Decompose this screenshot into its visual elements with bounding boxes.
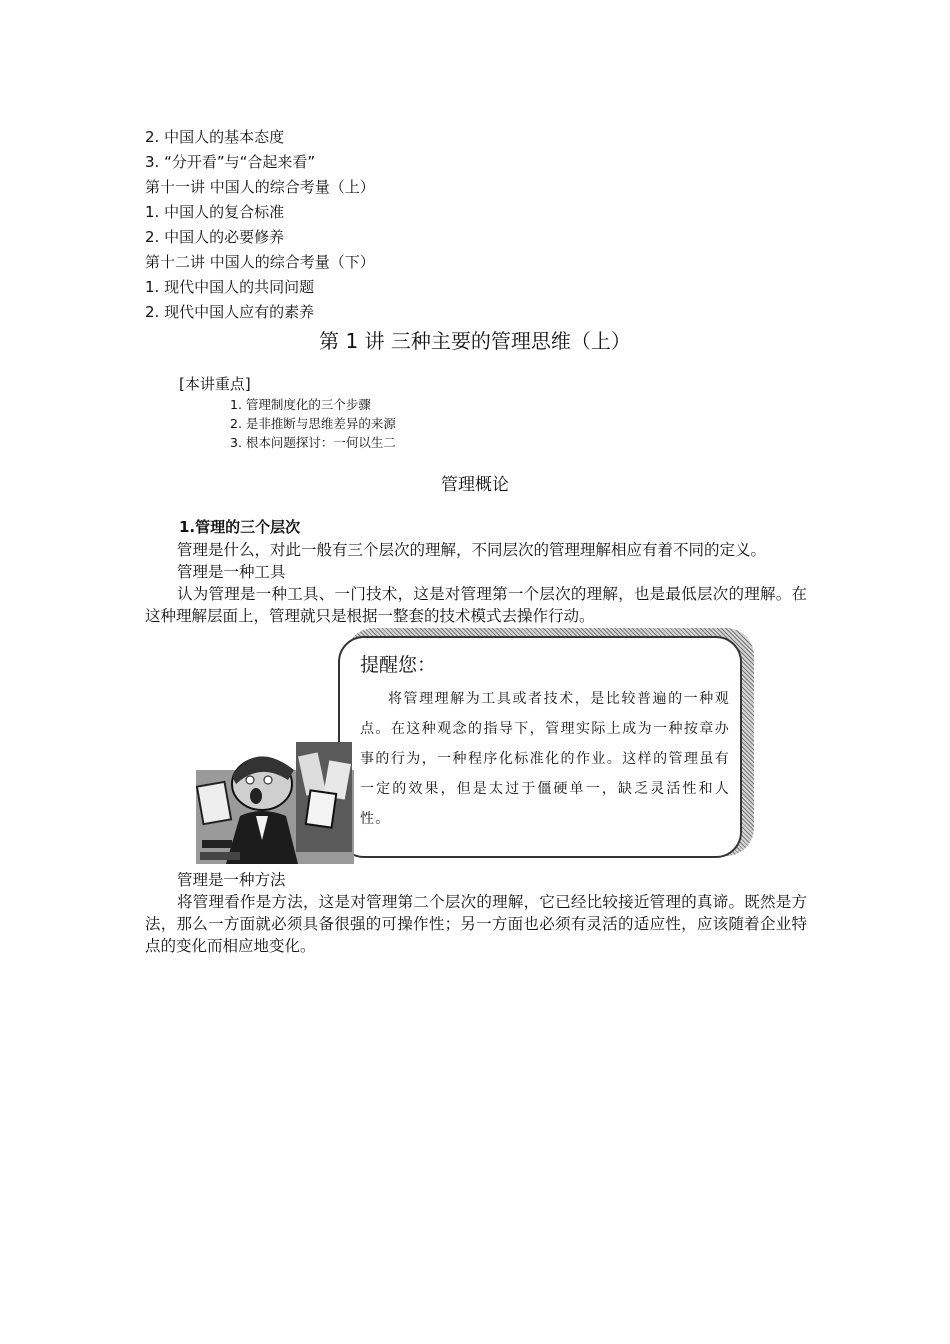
intro-paragraph: 管理是什么，对此一般有三个层次的理解，不同层次的管理理解相应有着不同的定义。 xyxy=(177,541,767,559)
section-title: 管理概论 xyxy=(441,475,509,495)
man-mouth xyxy=(250,788,262,804)
held-paper xyxy=(306,790,336,827)
cartoon-illustration xyxy=(196,740,356,864)
subsection-heading: 1.管理的三个层次 xyxy=(179,518,301,536)
level1-heading: 管理是一种工具 xyxy=(177,563,286,581)
toc-line: 2. 现代中国人应有的素养 xyxy=(145,303,315,321)
level1-paragraph: 认为管理是一种工具、一门技术，这是对管理第一个层次的理解，也是最低层次的理解。在这种理解层面上，管理就只是根据一整套的技术模式去操作行动。 xyxy=(145,585,807,625)
man-eye xyxy=(246,776,254,784)
callout-heading: 提醒您： xyxy=(360,654,437,676)
toc-line: 2. 中国人的必要修养 xyxy=(145,228,285,246)
reminder-callout xyxy=(196,628,758,868)
desk-item xyxy=(200,852,240,860)
level2-paragraph: 将管理看作是方法，这是对管理第二个层次的理解，它已经比较接近管理的真谛。既然是方法，那么一方面就必须具备很强的可操作性；另一方面也必须有灵活的适应性，应该随着企业特点的变化而相应地变化。 xyxy=(145,893,807,955)
toc-line: 1. 中国人的复合标准 xyxy=(145,203,285,221)
man-eye xyxy=(264,776,272,784)
toc-line: 2. 中国人的基本态度 xyxy=(145,128,285,146)
key-point: 1. 管理制度化的三个步骤 xyxy=(230,397,371,412)
toc-line: 第十一讲 中国人的综合考量（上） xyxy=(145,178,375,196)
key-point: 3. 根本问题探讨：一何以生二 xyxy=(230,435,396,450)
key-points-label: [本讲重点] xyxy=(179,375,251,393)
desk-item xyxy=(202,840,232,848)
lecture-title: 第 1 讲 三种主要的管理思维（上） xyxy=(319,329,631,353)
toc-line: 1. 现代中国人的共同问题 xyxy=(145,278,315,296)
toc-line: 第十二讲 中国人的综合考量（下） xyxy=(145,253,375,271)
level2-heading: 管理是一种方法 xyxy=(177,871,286,889)
held-paper xyxy=(197,782,231,824)
toc-line: 3. “分开看”与“合起来看” xyxy=(145,153,316,171)
callout-text: 将管理理解为工具或者技术，是比较普遍的一种观点。在这种观念的指导下，管理实际上成为一种按章办事的行为，一种程序化标准化的作业。这样的管理虽有一定的效果，但是太过于僵硬单一，缺乏灵活性和人性。 xyxy=(360,691,730,827)
key-point: 2. 是非推断与思维差异的来源 xyxy=(230,416,396,431)
